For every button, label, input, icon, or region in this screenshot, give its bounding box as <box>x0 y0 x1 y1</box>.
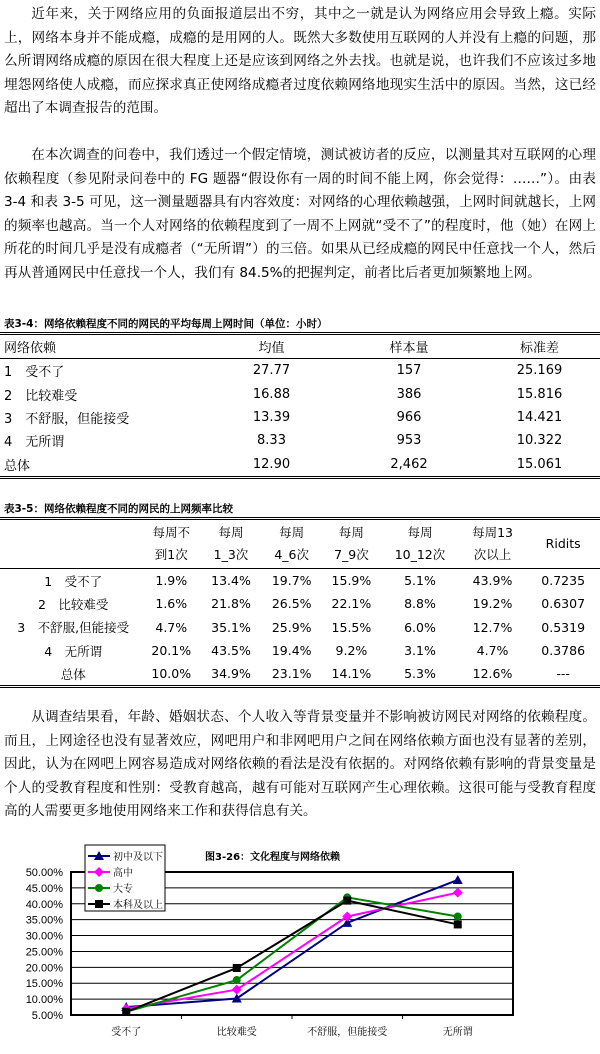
table-cell: 15.061 <box>516 456 563 472</box>
y-tick-label: 20.00% <box>25 962 63 975</box>
table-cell: 14.421 <box>516 410 563 426</box>
table-cell: 8.33 <box>257 433 286 449</box>
table-cell: 25.169 <box>516 363 563 379</box>
x-tick-label: 受不了 <box>111 1027 142 1038</box>
paragraph-1: 近年来，关于网络应用的负面报道层出不穷，其中之一就是认为网络应用会导致上瘾。实际上，网络本身并不能成瘾，成瘾的是用网的人。既然大多数使用互联网的人并没有上瘾的问题，那么所谓网络成瘾的原因在很大程度上还是应该到网络之外去找。也就是说，也许我们不应该过多地埋怨网络使人成瘾，而应探求真正使网络成瘾者过度依赖网络地现实生活中的原因。当然，这已经超出了本调查报告的范围。 <box>4 6 596 117</box>
table-cell: 21.8% <box>211 596 251 612</box>
header-cell: 每周不 到1次 <box>152 525 191 562</box>
header-cell: 每周 7_9次 <box>334 525 369 562</box>
table-cell: 4 无所谓 <box>4 435 65 451</box>
table-cell: 20.1% <box>151 643 192 659</box>
table-row <box>0 616 600 639</box>
table-row <box>0 383 600 406</box>
legend-marker <box>95 884 103 892</box>
table-cell: 3 不舒服，但能接受 <box>4 412 130 428</box>
header-cell: 样本量 <box>389 341 429 357</box>
y-tick-label: 30.00% <box>25 930 63 943</box>
table-header-row <box>0 334 600 359</box>
header-cell <box>0 519 142 569</box>
table-cell: 953 <box>396 433 422 449</box>
table-cell: 10.0% <box>151 666 192 682</box>
chart-title: 图3-26：文化程度与网络依赖 <box>205 852 341 863</box>
table-cell: 26.5% <box>271 596 312 612</box>
table-cell: 19.2% <box>472 596 513 612</box>
table-cell: 2 比较难受 <box>37 596 109 612</box>
table-cell: 2,462 <box>390 456 428 472</box>
table-cell: 9.2% <box>335 643 368 659</box>
data-point <box>233 964 241 972</box>
table-cell: 4.7% <box>476 643 509 659</box>
table-cell: 13.39 <box>252 410 291 426</box>
data-point <box>454 912 462 920</box>
table-cell: 1 受不了 <box>44 573 103 589</box>
table-row <box>0 406 600 429</box>
table-cell: 5.3% <box>404 666 436 682</box>
table-cell: 19.4% <box>271 643 312 659</box>
line-chart <box>0 840 600 1054</box>
table-cell: 15.9% <box>331 573 372 589</box>
table-cell: 15.816 <box>516 386 563 402</box>
y-tick-label: 25.00% <box>25 946 63 959</box>
table1-caption: 表3-4：网络依赖程度不同的网民的平均每周上网时间（单位：小时） <box>4 318 328 330</box>
y-tick-label: 45.00% <box>25 882 63 895</box>
table-cell: 总体 <box>60 666 86 682</box>
table-cell: 15.5% <box>331 619 372 635</box>
table-cell: 0.3786 <box>541 643 586 659</box>
table-cell: 966 <box>396 410 422 426</box>
legend-marker <box>95 900 103 908</box>
table-cell: 35.1% <box>211 619 251 635</box>
table-cell: 12.7% <box>472 619 513 635</box>
legend-label: 本科及以上 <box>113 900 163 911</box>
table-row <box>0 592 600 615</box>
table-cell: 43.5% <box>211 643 251 659</box>
paragraph-2: 在本次调查的问卷中，我们透过一个假定情境，测试被访者的反应，以测量其对互联网的心理依赖程度（参见附录问卷中的 FG 题器“假设你有一周的时间不能上网，你会觉得：……”）。由表 3-4 和表 3-5 可见，这一测量题器具有内容效度：对网络的心理依赖越强，上网时间就越长，上网的频率也越高。当一个人对网络的依赖程度到了一周不上网就“受不了”的程度时，他（她）在网上所花的时间几乎是没有成瘾者（“无所谓”）的三倍。如果从已经成瘾的网民中任意找一个人，然后再从普通网民中任意找一个人，我们有 84.5%的把握判定，前者比后者更加频繁地上网。 <box>4 147 596 281</box>
table-row <box>0 429 600 452</box>
table-cell: 1 受不了 <box>4 365 65 381</box>
paragraph-3: 从调查结果看，年龄、婚姻状态、个人收入等背景变量并不影响被访网民对网络的依赖程度。而且，上网途径也没有显著效应，网吧用户和非网吧用户之间在网络依赖方面也没有显著的差别，因此，认为在网吧上网容易造成对网络依赖的看法是没有依据的。对网络依赖有影响的背景变量是个人的受教育程度和性别：受教育越高，越有可能对互联网产生心理依赖。这很可能与受教育程度高的人需要更多地使用网络来工作和获得信息有关。 <box>4 709 596 820</box>
header-cell: 每周 4_6次 <box>274 525 310 562</box>
table-cell: 0.6307 <box>541 596 586 612</box>
table-row <box>0 662 600 687</box>
table-cell: 386 <box>396 386 422 402</box>
table-cell: 1.6% <box>155 596 188 612</box>
table-cell: 19.7% <box>271 573 312 589</box>
y-tick-label: 50.00% <box>25 867 63 879</box>
header-cell: 网络依赖 <box>4 341 57 357</box>
table-cell: 16.88 <box>252 386 291 402</box>
table-cell: 22.1% <box>331 596 372 612</box>
table-cell: 1.9% <box>155 573 188 589</box>
table-cell: 2 比较难受 <box>4 388 78 404</box>
table-weekly-hours <box>0 332 600 479</box>
table2-caption: 表3-5：网络依赖程度不同的网民的上网频率比较 <box>4 503 233 515</box>
x-tick-label: 不舒服，但能接受 <box>307 1027 388 1038</box>
table-cell: 27.77 <box>252 363 291 379</box>
header-cell: Ridits <box>545 536 581 551</box>
table-cell: --- <box>556 666 570 682</box>
table-cell: 3 不舒服,但能接受 <box>17 620 130 636</box>
header-cell: 标准差 <box>519 341 559 357</box>
data-point <box>343 897 351 905</box>
header-cell: 均值 <box>258 341 285 357</box>
table-row <box>0 569 600 593</box>
table-cell: 12.6% <box>472 666 513 682</box>
table-frequency <box>0 517 600 688</box>
header-cell: 每周 1_3次 <box>213 525 249 562</box>
table-row <box>0 359 600 383</box>
y-tick-label: 10.00% <box>25 994 63 1007</box>
table-cell: 6.0% <box>404 619 436 635</box>
table-cell: 157 <box>396 363 422 379</box>
data-point <box>454 920 462 928</box>
table-row <box>0 452 600 477</box>
y-tick-label: 5.00% <box>31 1010 63 1022</box>
table-row <box>0 639 600 662</box>
legend-label: 高中 <box>113 868 133 879</box>
table-cell: 13.4% <box>211 573 251 589</box>
y-tick-label: 40.00% <box>25 898 63 911</box>
table-cell: 0.7235 <box>541 573 586 589</box>
table-cell: 8.8% <box>404 596 436 612</box>
table-cell: 10.322 <box>516 433 563 449</box>
table-cell: 0.5319 <box>541 619 586 635</box>
table-cell: 23.1% <box>271 666 312 682</box>
data-point <box>233 976 241 984</box>
table-cell: 34.9% <box>211 666 251 682</box>
table-cell: 3.1% <box>404 643 436 659</box>
table-cell: 14.1% <box>331 666 372 682</box>
legend-label: 大专 <box>113 884 133 895</box>
table-cell: 43.9% <box>472 573 513 589</box>
table-header-row <box>0 519 600 569</box>
table-cell: 12.90 <box>252 456 291 472</box>
table-cell: 25.9% <box>271 619 312 635</box>
header-cell: 每周13 次以上 <box>472 525 513 562</box>
y-tick-label: 15.00% <box>25 978 63 991</box>
x-tick-label: 无所谓 <box>442 1027 473 1038</box>
table-cell: 4 无所谓 <box>44 643 103 659</box>
table-cell: 5.1% <box>404 573 436 589</box>
data-point <box>122 1008 130 1016</box>
table-cell: 总体 <box>4 458 31 474</box>
legend-label: 初中及以下 <box>113 852 163 863</box>
x-tick-label: 比较难受 <box>216 1027 257 1038</box>
header-cell: 每周 10_12次 <box>394 525 446 562</box>
y-tick-label: 35.00% <box>25 914 63 927</box>
table-cell: 4.7% <box>155 619 188 635</box>
